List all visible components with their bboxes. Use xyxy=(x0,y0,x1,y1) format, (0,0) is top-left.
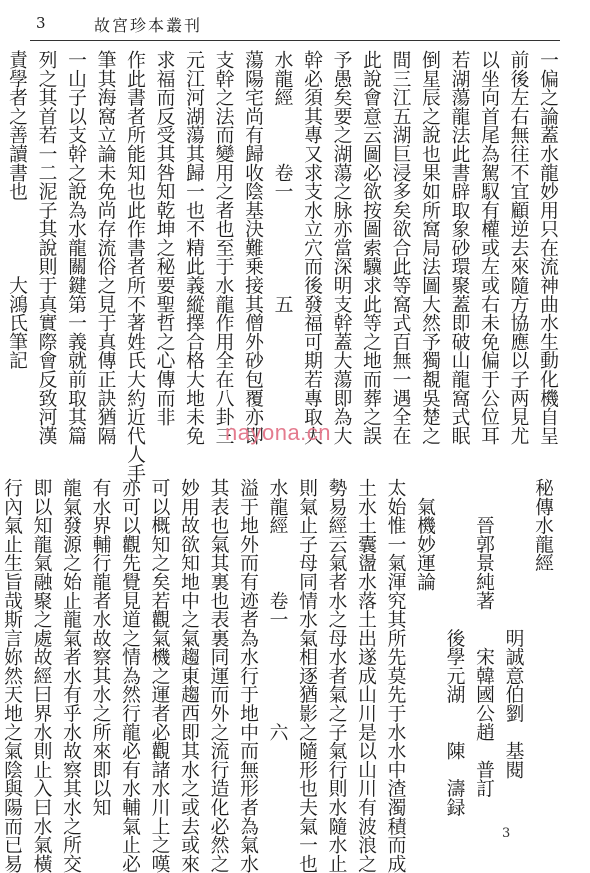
text-column: 土水土囊盪水落土出遂成山川是以山川有波浪之 xyxy=(355,478,376,873)
text-column: 以坐向首尾為駕馭有權或左或右未免偏于公位耳 xyxy=(478,50,499,445)
text-column: 列之其首若一二泥子其說則于真實際會反致河漢 xyxy=(35,50,57,445)
text-column: 龍氣發源之始止龍氣者水有乎水故察其水之所交 xyxy=(60,478,81,873)
text-column: 支幹之法而變用之者也至于水龍作用全在八卦三 xyxy=(212,50,234,445)
page-number: 3 xyxy=(36,14,46,32)
text-column: 勢易經云氣者水之母水者氣之子氣行則水隨水止 xyxy=(325,478,347,873)
text-column: 晉郭景純著 宋韓國公趙 普訂 xyxy=(473,478,494,798)
text-column: 幹必須其專又求支水立穴而後發福可期若專取大 xyxy=(301,50,322,445)
text-column: 溢于地外而有迹者為水行于地中而無形者為氣水 xyxy=(237,478,258,873)
text-column: 此說會意云圖必欲按圖索驥求此等之地而葬之誤 xyxy=(360,50,381,445)
text-column: 筆其海窩立論未免尚存流俗之見于真傳正訣猶隔 xyxy=(94,50,116,445)
text-column: 責學者之善讀書也 大鴻氏筆記 xyxy=(6,50,27,370)
text-column: 予愚矣要之湖蕩之脉亦當深明支幹蓋大蕩即為大 xyxy=(330,50,352,445)
text-column: 蕩陽宅尚有歸收陰基決難乗接其僧外砂包覆亦即 xyxy=(242,50,263,445)
text-column: 可以概知之矣若觀氣機之運者必觀諸水川上之嘆 xyxy=(148,478,170,873)
text-column: 前後左右無往不宜顧逆去來隨方協應以子两見尤 xyxy=(507,50,529,445)
watermark: nayona.cn xyxy=(225,420,332,445)
text-column: 亦可以觀先覺見道之情為然行龍必有水輔氣止必 xyxy=(119,478,140,873)
text-column: 倒星辰之說也果如所窩局法圖大然予獨覩吳楚之 xyxy=(419,50,440,445)
bottom-text-block xyxy=(0,478,557,873)
text-column: 其表也氣其裏也表裏同運而外之流行造化必然之 xyxy=(207,478,229,873)
text-column: 則氣止子母同情水氣相逐猶影之隨形也夫氣一也 xyxy=(296,478,317,873)
corner-mark: 3 xyxy=(502,826,511,841)
text-column: 求福而反受其咎知乾坤之秘要聖哲之心傳而非 xyxy=(153,50,175,426)
text-column: 氣機妙運論 xyxy=(414,478,435,591)
text-column: 行內氣止生旨哉斯言妳然天地之氣陰與陽而已易 xyxy=(1,478,22,873)
text-column: 即以知龍氣融聚之處故經曰界水則止入曰水氣橫 xyxy=(30,478,52,873)
text-column: 明誠意伯劉 基閱 xyxy=(502,478,524,779)
text-column: 作此書者所能知也此作書者所不著姓氏大約近代人手 xyxy=(124,50,145,483)
text-column: 一山子以支幹之說為水龍關鍵第一義就前取其篇 xyxy=(65,50,86,445)
text-column: 秘傳水龍經 xyxy=(532,478,553,572)
text-column: 元江河湖蕩其歸一也不精此義縱擇合格大地未免 xyxy=(183,50,204,445)
text-column: 水龍經 卷一 五 xyxy=(271,50,293,314)
text-column: 若湖蕩龍法此書辟取象砂環聚蓋即破山龍窩式眠 xyxy=(448,50,470,445)
text-column: 太始惟一氣渾究其所先莫先于水水中渣濁積而成 xyxy=(384,478,406,873)
text-column: 間三江五湖巨浸多矣欲合此等窩式百無一遇全在 xyxy=(389,50,411,445)
text-column: 有水界輔行龍者水故察其水之所來即以知 xyxy=(89,478,111,817)
text-column: 妙用故欲知地中之氣趨東趨西即其水之或去或來 xyxy=(178,478,199,873)
text-column: 一偏之論蓋水龍妙用只在流神曲水生動化機自呈 xyxy=(537,50,558,445)
text-column: 水龍經 卷一 六 xyxy=(266,478,288,742)
text-column: 後學元湖 陳 濤録 xyxy=(443,478,465,817)
header-rule xyxy=(30,40,560,41)
book-title: 故宮珍本叢刊 xyxy=(94,16,203,35)
